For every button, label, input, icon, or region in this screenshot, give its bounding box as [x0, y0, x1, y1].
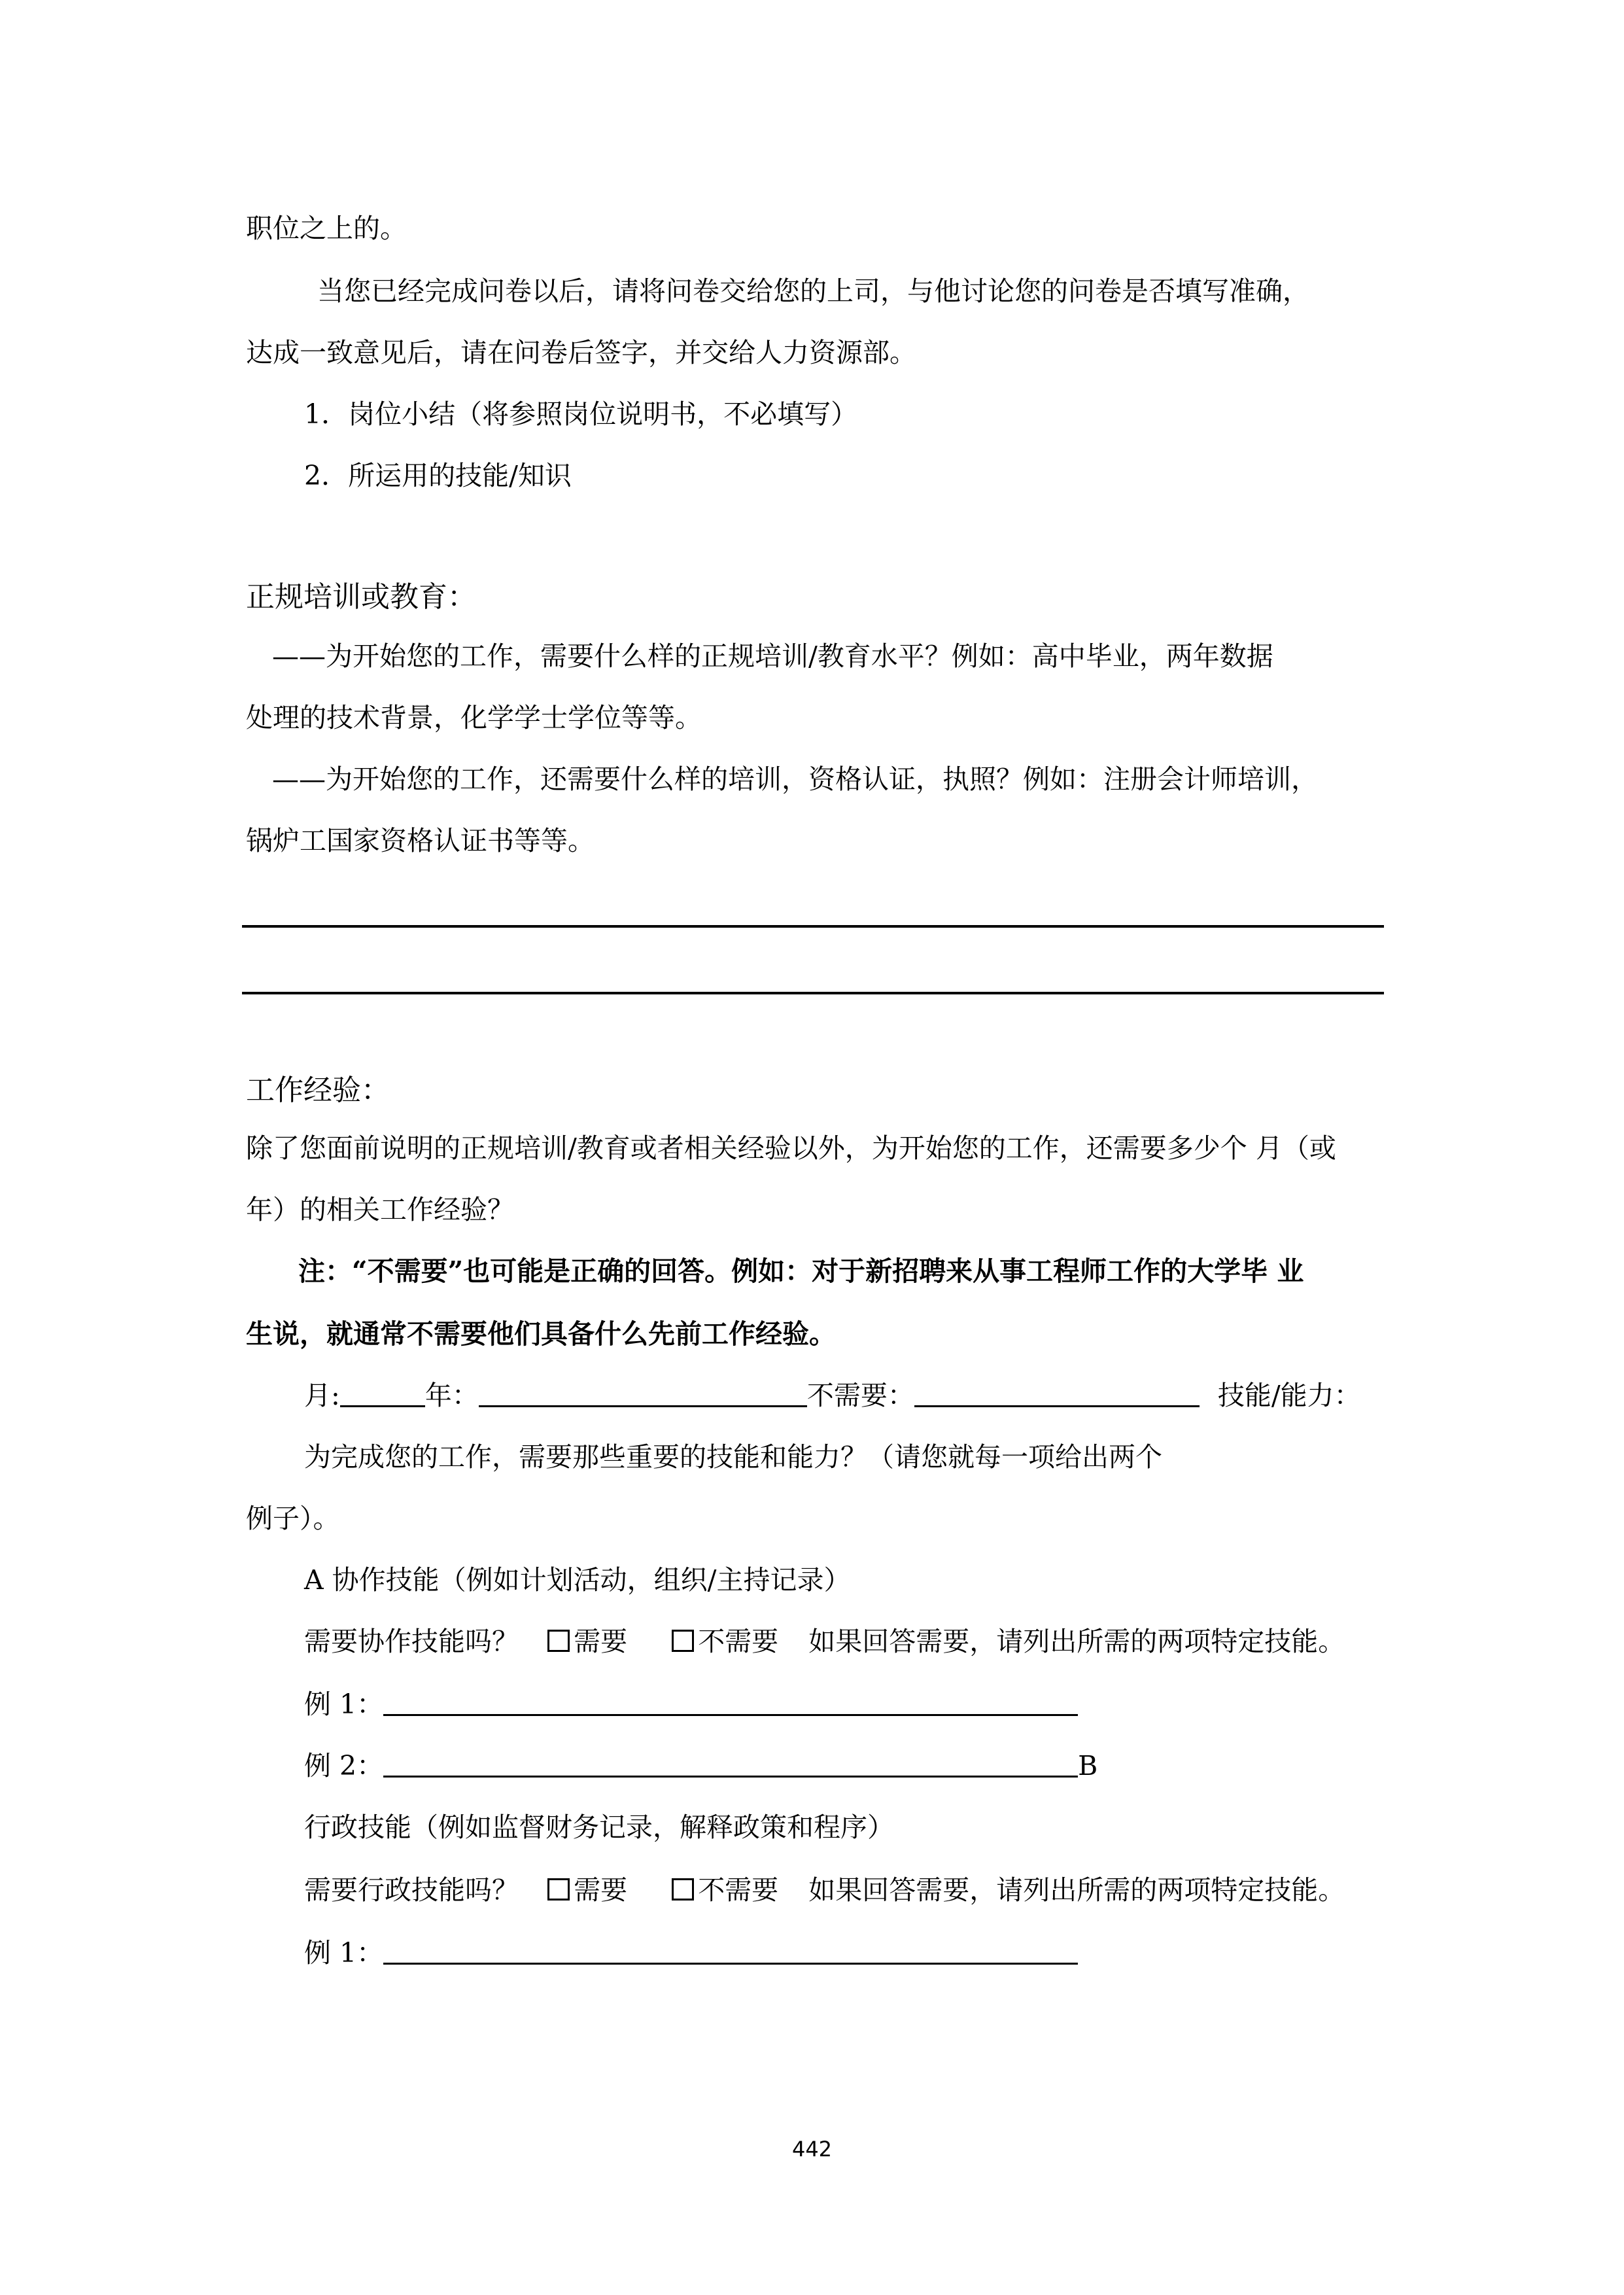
year-label: 年： [424, 1380, 479, 1411]
skill-b-example-1-label: 例 1： [304, 1937, 384, 1969]
experience-para-1a: 除了您面前说明的正规培训/教育或者相关经验以外，为开始您的工作，还需要多少个 月（或 [246, 1132, 1336, 1164]
skill-a-title: A 协作技能（例如计划活动，组织/主持记录） [304, 1564, 851, 1596]
skill-a-example-2-row [304, 1748, 1097, 1783]
training-para-2a: ——为开始您的工作，还需要什么样的培训，资格认证，执照？例如：注册会计师培训， [272, 763, 1318, 795]
skill-a-question-row [304, 1624, 1345, 1659]
year-field[interactable] [479, 1379, 807, 1407]
experience-para-2a: 为完成您的工作，需要那些重要的技能和能力？（请您就每一项给出两个 [304, 1441, 1162, 1473]
item-skills-knowledge: 2．所运用的技能/知识 [304, 460, 572, 491]
none-field[interactable] [914, 1379, 1200, 1407]
skill-b-example-1-row [304, 1935, 1078, 1971]
experience-para-2b: 例子）。 [246, 1503, 340, 1534]
skill-a-noneed-label: 不需要 [698, 1626, 779, 1657]
none-label: 不需要： [806, 1380, 914, 1411]
training-para-1a: ——为开始您的工作，需要什么样的正规培训/教育水平？例如：高中毕业，两年数据 [272, 640, 1273, 672]
skill-a-need-label: 需要 [574, 1626, 628, 1657]
experience-fields-row [304, 1378, 1361, 1413]
skill-b-question: 需要行政技能吗？ [304, 1874, 519, 1906]
heading-training: 正规培训或教育： [246, 580, 476, 614]
skill-a-example-2-field[interactable] [383, 1749, 1078, 1778]
month-field[interactable] [340, 1379, 425, 1407]
skill-b-noneed-label: 不需要 [698, 1874, 779, 1906]
skill-a-instruction: 如果回答需要，请列出所需的两项特定技能。 [808, 1626, 1345, 1657]
skill-b-marker: B [1078, 1750, 1098, 1781]
skill-b-example-1-field[interactable] [383, 1936, 1078, 1965]
page-number: 442 [791, 2137, 833, 2162]
intro-line-3: 达成一致意见后，请在问卷后签字，并交给人力资源部。 [246, 337, 916, 368]
skill-b-question-row [304, 1872, 1345, 1908]
skill-b-noneed-checkbox[interactable] [672, 1878, 694, 1901]
intro-line-1: 职位之上的。 [246, 213, 407, 244]
intro-line-2: 当您已经完成问卷以后，请将问卷交给您的上司，与他讨论您的问卷是否填写准确， [317, 275, 1309, 307]
heading-experience: 工作经验： [246, 1074, 390, 1107]
skill-a-example-2-label: 例 2： [304, 1750, 384, 1781]
skill-a-question: 需要协作技能吗？ [304, 1626, 519, 1657]
skill-b-title: 行政技能（例如监督财务记录，解释政策和程序） [304, 1812, 894, 1843]
experience-note-a: 注：“不需要”也可能是正确的回答。例如：对于新招聘来从事工程师工作的大学毕 业 [298, 1255, 1304, 1287]
skill-a-noneed-checkbox[interactable] [672, 1630, 694, 1652]
skill-b-need-label: 需要 [574, 1874, 628, 1906]
answer-line-2[interactable] [242, 992, 1384, 994]
skill-a-example-1-field[interactable] [383, 1688, 1078, 1716]
skill-ability-label: 技能/能力： [1217, 1380, 1361, 1411]
experience-para-1b: 年）的相关工作经验？ [246, 1194, 514, 1225]
training-para-2b: 锅炉工国家资格认证书等等。 [246, 825, 595, 856]
experience-note-b: 生说，就通常不需要他们具备什么先前工作经验。 [246, 1318, 836, 1350]
answer-line-1[interactable] [242, 925, 1384, 928]
skill-b-instruction: 如果回答需要，请列出所需的两项特定技能。 [808, 1874, 1345, 1906]
skill-a-need-checkbox[interactable] [547, 1630, 570, 1652]
skill-a-example-1-row [304, 1687, 1078, 1722]
item-job-summary: 1．岗位小结（将参照岗位说明书，不必填写） [304, 398, 858, 430]
training-para-1b: 处理的技术背景，化学学士学位等等。 [246, 702, 702, 733]
month-label: 月: [304, 1380, 340, 1411]
skill-b-need-checkbox[interactable] [547, 1878, 570, 1901]
skill-a-example-1-label: 例 1： [304, 1689, 384, 1720]
